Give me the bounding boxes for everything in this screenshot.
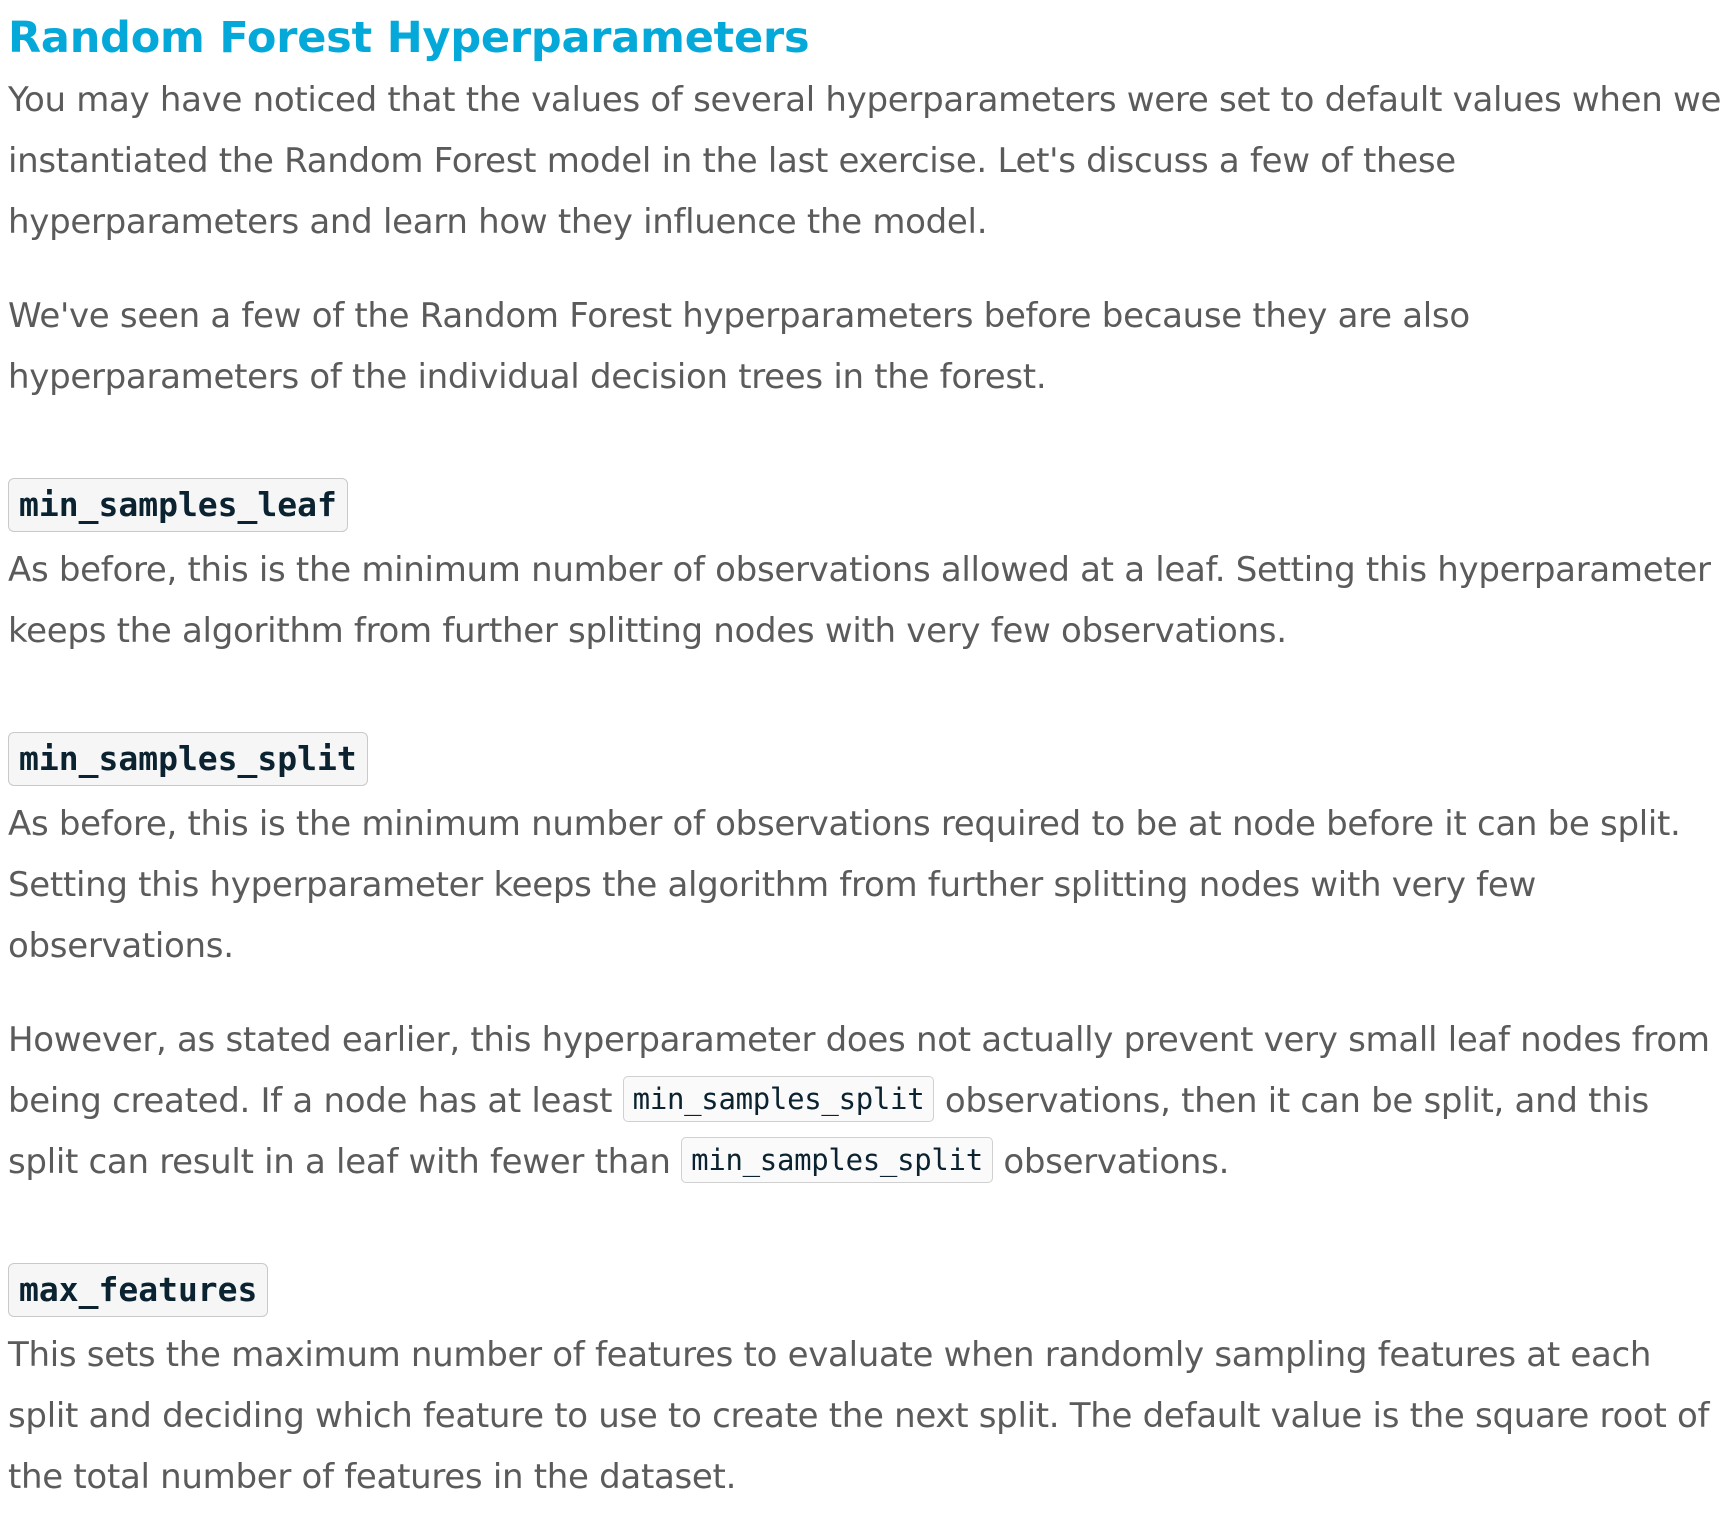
max-features-description: This sets the maximum number of features to evaluate when randomly sampling features at each split and deciding which feature to use to create the next split. The default value is the square root of the total number of features in the dataset. — [8, 1335, 1710, 1497]
inline-code-min-samples-split: min_samples_split — [623, 1076, 935, 1122]
min-samples-split-note — [8, 1010, 1728, 1193]
intro-paragraph-2: We've seen a few of the Random Forest hyperparameters before because they are also hyperparameters of the individual decision trees in the forest. — [8, 296, 1470, 397]
note-text-part-2: observations, then it can be split, and this split can result in a leaf with fewer than — [8, 1081, 1649, 1182]
min-samples-leaf-description: As before, this is the minimum number of observations allowed at a leaf. Setting this hyperparameter keeps the algorithm from further splitting nodes with very few observations. — [8, 550, 1711, 651]
note-text-part-3: observations. — [992, 1142, 1230, 1182]
page-title: Random Forest Hyperparameters — [8, 13, 810, 63]
min-samples-leaf-heading: min_samples_leaf — [8, 478, 348, 532]
section-min-samples-leaf — [8, 478, 1728, 662]
article — [8, 0, 1728, 1508]
note-text-part-1: However, as stated earlier, this hyperparameter does not actually prevent very small leaf nodes from being created. If a node has at least — [8, 1020, 1710, 1121]
section-min-samples-split — [8, 732, 1728, 1193]
inline-code-min-samples-split-2: min_samples_split — [681, 1137, 993, 1183]
section-max-features — [8, 1263, 1728, 1508]
max-features-heading: max_features — [8, 1263, 268, 1317]
intro-paragraph-1: You may have noticed that the values of several hyperparameters were set to default values when we instantiated the Random Forest model in the last exercise. Let's discuss a few of these hyperparameters and learn how they influence the model. — [8, 80, 1722, 242]
min-samples-split-description: As before, this is the minimum number of observations required to be at node before it can be split. Setting this hyperparameter keeps the algorithm from further splitting nodes with very few observations. — [8, 804, 1681, 966]
min-samples-split-heading: min_samples_split — [8, 732, 368, 786]
